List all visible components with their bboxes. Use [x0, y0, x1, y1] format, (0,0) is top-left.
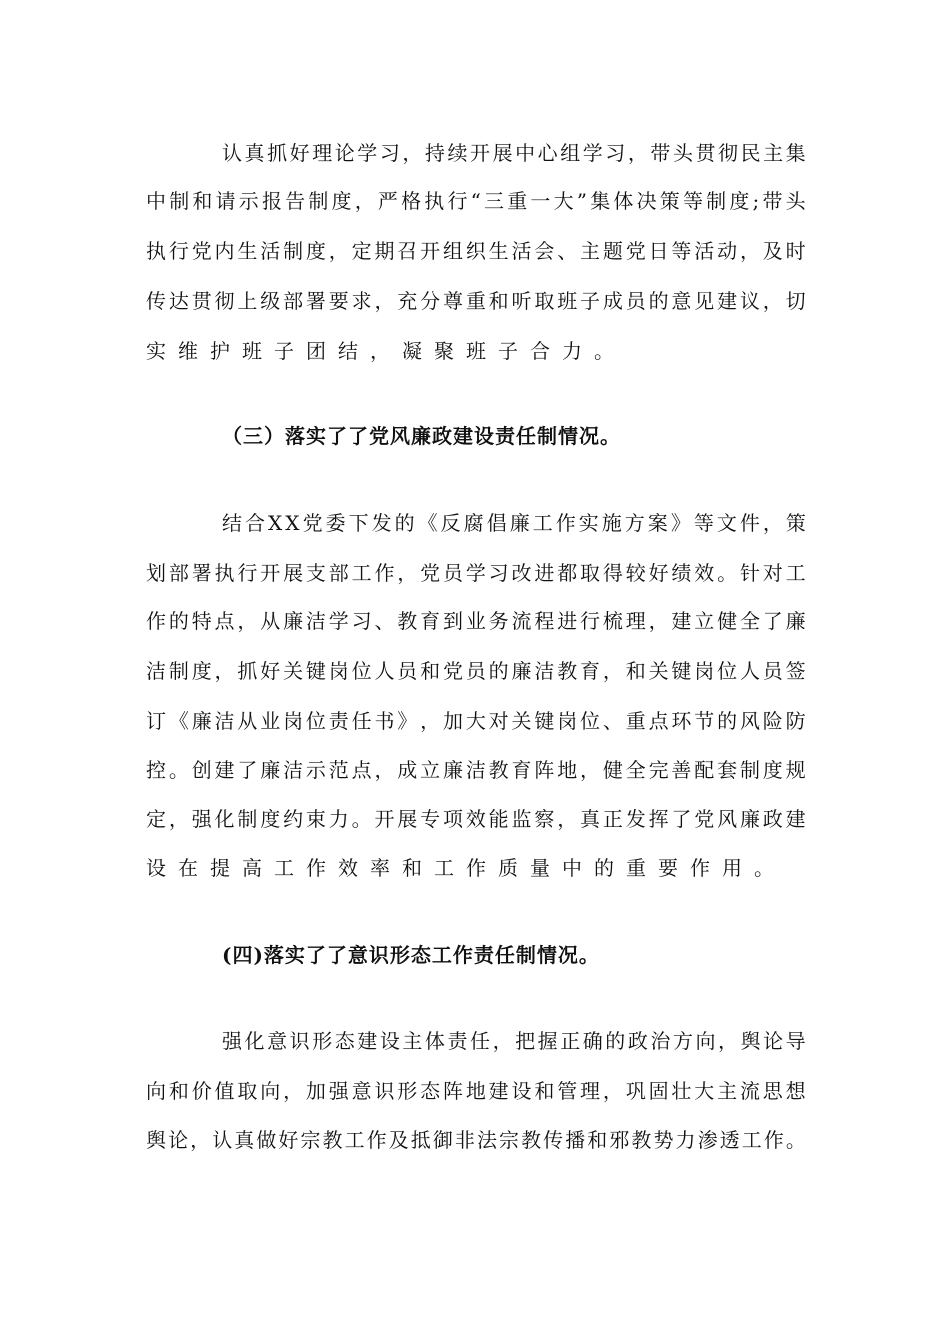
paragraph-2-line-5: 订 《 廉 洁 从 业 岗 位 责 任 书 》 ， 加 大 对 关 键 岗 位 、 重 点 环 节 的 风 险 防 — [146, 709, 806, 733]
paragraph-1-line-2: 中 制 和 请 示 报 告 制 度 ， 严 格 执 行 “ 三 重 一 大 ” 集 体 决 策 等 制 度 ; 带 头 — [146, 189, 806, 213]
paragraph-1-line-3: 执 行 党 内 生 活 制 度 ， 定 期 召 开 组 织 生 活 会 、 主 题 党 日 等 活 动 ， 及 时 — [146, 239, 806, 263]
paragraph-1-line-4: 传 达 贯 彻 上 级 部 署 要 求 ， 充 分 尊 重 和 听 取 班 子 成 员 的 意 见 建 议 ， 切 — [146, 289, 806, 313]
paragraph-2-line-3: 作 的 特 点 ， 从 廉 洁 学 习 、 教 育 到 业 务 流 程 进 行 梳 理 ， 建 立 健 全 了 廉 — [146, 609, 806, 633]
paragraph-2-line-4: 洁 制 度 ， 抓 好 关 键 岗 位 人 员 和 党 员 的 廉 洁 教 育 ， 和 关 键 岗 位 人 员 签 — [146, 659, 806, 683]
paragraph-3-line-3: 舆 论 ， 认 真 做 好 宗 教 工 作 及 抵 御 非 法 宗 教 传 播 和 邪 教 势 力 渗 透 工 作 。 — [146, 1128, 806, 1152]
paragraph-2-line-6: 控 。 创 建 了 廉 洁 示 范 点 ， 成 立 廉 洁 教 育 阵 地 ， 健 全 完 善 配 套 制 度 规 — [146, 758, 806, 782]
paragraph-1-line-1: 认 真 抓 好 理 论 学 习 ， 持 续 开 展 中 心 组 学 习 ， 带 头 贯 彻 民 主 集 — [222, 141, 806, 165]
paragraph-2-line-7: 定 ， 强 化 制 度 约 束 力 。 开 展 专 项 效 能 监 察 ， 真 正 发 挥 了 党 风 廉 政 建 — [146, 807, 806, 831]
section-heading-4: (四)落实了了意识形态工作责任制情况。 — [222, 943, 600, 967]
paragraph-3-line-1: 强 化 意 识 形 态 建 设 主 体 责 任 ， 把 握 正 确 的 政 治 方 向 ， 舆 论 导 — [222, 1029, 806, 1053]
paragraph-3-line-2: 向 和 价 值 取 向 ， 加 强 意 识 形 态 阵 地 建 设 和 管 理 ， 巩 固 壮 大 主 流 思 想 — [146, 1079, 806, 1103]
paragraph-2-line-8: 设在提高工作效率和工作质量中的重要作用。 — [146, 856, 786, 880]
section-heading-3: （三）落实了了党风廉政建设责任制情况。 — [222, 424, 621, 448]
paragraph-2-line-1: 结 合 X X 党 委 下 发 的 《 反 腐 倡 廉 工 作 实 施 方 案 》 等 文 件 ， 策 — [222, 511, 806, 535]
paragraph-2-line-2: 划 部 署 执 行 开 展 支 部 工 作 ， 党 员 学 习 改 进 都 取 得 较 好 绩 效 。 针 对 工 — [146, 561, 806, 585]
paragraph-1-line-5: 实维护班子团结，凝聚班子合力。 — [146, 339, 626, 363]
